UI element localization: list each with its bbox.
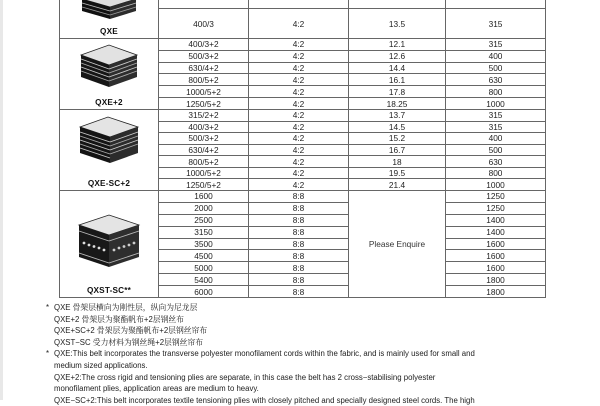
spec-cell: 2500 (159, 214, 249, 226)
ratio-cell: 8:8 (249, 274, 349, 286)
ratio-cell: 4:2 (249, 156, 349, 168)
please-enquire-cell: Please Enquire (349, 191, 446, 298)
width-cell: 1000 (446, 98, 546, 110)
belt-crosssection-qxe-sc-plus-2-image (78, 117, 140, 167)
width-cell: 1800 (446, 274, 546, 286)
width-cell: 400 (446, 50, 546, 62)
width-cell: 315 (446, 39, 546, 51)
spec-cell: 1250/5+2 (159, 179, 249, 191)
note-asterisk: * (46, 349, 50, 359)
spec-cell: 3150 (159, 226, 249, 238)
ratio-cell (249, 0, 349, 9)
notes-section (46, 302, 546, 405)
belt-type-label: QXE-SC+2 (87, 179, 131, 188)
note-text: QXE+SC+2 骨架层为聚酯帆布+2层钢丝帘布 (54, 326, 208, 336)
belt-type-label: QXE+2 (95, 98, 123, 107)
belt-image-cell-qxe-sc-plus-2 (60, 110, 159, 191)
width-cell: 1400 (446, 214, 546, 226)
ratio-cell: 4:2 (249, 121, 349, 133)
ratio-cell: 4:2 (249, 110, 349, 122)
thickness-cell: 14.5 (349, 121, 446, 133)
thickness-cell: 17.8 (349, 86, 446, 98)
table-row (60, 110, 546, 122)
spec-cell: 2000 (159, 202, 249, 214)
thickness-cell: 15.2 (349, 133, 446, 145)
thickness-cell: 19.5 (349, 167, 446, 179)
thickness-cell: 14.4 (349, 62, 446, 74)
note-line (46, 325, 546, 337)
note-line (46, 314, 546, 326)
belt-crosssection-qxe-image (80, 0, 138, 23)
table-row (60, 191, 546, 203)
ratio-cell: 4:2 (249, 86, 349, 98)
note-asterisk: * (46, 303, 50, 312)
ratio-cell: 8:8 (249, 226, 349, 238)
belt-image-cell-qxst-sc (60, 191, 159, 298)
width-cell: 1800 (446, 286, 546, 298)
ratio-cell: 8:8 (249, 286, 349, 298)
note-line (46, 372, 546, 384)
spec-cell: 1000/5+2 (159, 86, 249, 98)
belt-type-label: QXST-SC** (86, 286, 132, 295)
width-cell: 500 (446, 144, 546, 156)
note-text: QXST−SC 受力材料为钢丝绳+2层钢丝帘布 (54, 337, 204, 347)
thickness-cell: 13.7 (349, 110, 446, 122)
ratio-cell: 4:2 (249, 9, 349, 39)
width-cell: 1600 (446, 250, 546, 262)
belt-crosssection-qxe-plus-2-image (79, 45, 139, 91)
ratio-cell: 4:2 (249, 144, 349, 156)
ratio-cell: 4:2 (249, 50, 349, 62)
ratio-cell: 8:8 (249, 191, 349, 203)
width-cell: 1250 (446, 202, 546, 214)
note-line (46, 383, 546, 395)
spec-cell (159, 0, 249, 9)
note-line (46, 337, 546, 349)
page-edge (0, 0, 3, 400)
spec-cell: 400/3 (159, 9, 249, 39)
width-cell: 500 (446, 62, 546, 74)
spec-cell: 400/3+2 (159, 121, 249, 133)
spec-cell: 1600 (159, 191, 249, 203)
spec-cell: 630/4+2 (159, 62, 249, 74)
width-cell: 315 (446, 110, 546, 122)
width-cell (446, 0, 546, 9)
spec-cell: 800/5+2 (159, 156, 249, 168)
table-row (60, 39, 546, 51)
width-cell: 630 (446, 74, 546, 86)
note-text: QXE:This belt incorporates the transverse polyester monofilament cords within the fabric, and is mainly used for small and (54, 349, 475, 359)
width-cell: 800 (446, 167, 546, 179)
note-line (46, 302, 546, 314)
width-cell: 1250 (446, 191, 546, 203)
thickness-cell: 18 (349, 156, 446, 168)
note-line (46, 360, 546, 372)
note-line-cutoff (46, 395, 546, 405)
width-cell: 1400 (446, 226, 546, 238)
spec-cell: 400/3+2 (159, 39, 249, 51)
thickness-cell: 12.1 (349, 39, 446, 51)
spec-cell: 630/4+2 (159, 144, 249, 156)
note-text: QXE 骨架层横向为刚性层，纵向为尼龙层 (54, 303, 198, 312)
spec-cell: 1000/5+2 (159, 167, 249, 179)
note-text: QXE+2 骨架层为聚酯帆布+2层钢丝布 (54, 314, 184, 324)
note-text: medium sized applications. (54, 360, 148, 370)
width-cell: 315 (446, 9, 546, 39)
note-text: monofilament plies, application areas are medium to heavy. (54, 384, 259, 394)
ratio-cell: 4:2 (249, 167, 349, 179)
thickness-cell: 21.4 (349, 179, 446, 191)
belt-image-cell-qxe (60, 0, 159, 39)
belt-type-label: QXE (100, 27, 118, 36)
ratio-cell: 8:8 (249, 202, 349, 214)
spec-cell: 4500 (159, 250, 249, 262)
thickness-cell: 18.25 (349, 98, 446, 110)
spec-cell: 500/3+2 (159, 50, 249, 62)
spec-cell: 800/5+2 (159, 74, 249, 86)
width-cell: 800 (446, 86, 546, 98)
ratio-cell: 8:8 (249, 262, 349, 274)
ratio-cell: 4:2 (249, 133, 349, 145)
note-text: QXE−SC+2:This belt incorporates textile tensioning plies with closely pitched and specially designed steel cords. The high (54, 395, 475, 405)
spec-cell: 500/3+2 (159, 133, 249, 145)
ratio-cell: 8:8 (249, 250, 349, 262)
ratio-cell: 4:2 (249, 179, 349, 191)
spec-cell: 3500 (159, 238, 249, 250)
thickness-cell: 16.7 (349, 144, 446, 156)
thickness-cell: 12.6 (349, 50, 446, 62)
ratio-cell: 8:8 (249, 214, 349, 226)
width-cell: 630 (446, 156, 546, 168)
spec-cell: 5000 (159, 262, 249, 274)
thickness-cell: 13.5 (349, 9, 446, 39)
ratio-cell: 4:2 (249, 98, 349, 110)
note-line (46, 348, 546, 360)
ratio-cell: 4:2 (249, 62, 349, 74)
belt-crosssection-qxst-sc-image (77, 215, 141, 273)
table-row (60, 0, 546, 9)
note-text: QXE+2:The cross rigid and tensioning plies are separate, in this case the belt has 2 cross−stabilising polyester (54, 372, 436, 382)
ratio-cell: 8:8 (249, 238, 349, 250)
width-cell: 1600 (446, 238, 546, 250)
ratio-cell: 4:2 (249, 39, 349, 51)
thickness-cell (349, 0, 446, 9)
width-cell: 315 (446, 121, 546, 133)
ratio-cell: 4:2 (249, 74, 349, 86)
spec-cell: 315/2+2 (159, 110, 249, 122)
width-cell: 1000 (446, 179, 546, 191)
belt-image-cell-qxe-plus-2 (60, 39, 159, 110)
spec-cell: 1250/5+2 (159, 98, 249, 110)
spec-cell: 5400 (159, 274, 249, 286)
thickness-cell: 16.1 (349, 74, 446, 86)
width-cell: 1600 (446, 262, 546, 274)
spec-cell: 6000 (159, 286, 249, 298)
belt-spec-table (59, 0, 546, 298)
width-cell: 400 (446, 133, 546, 145)
